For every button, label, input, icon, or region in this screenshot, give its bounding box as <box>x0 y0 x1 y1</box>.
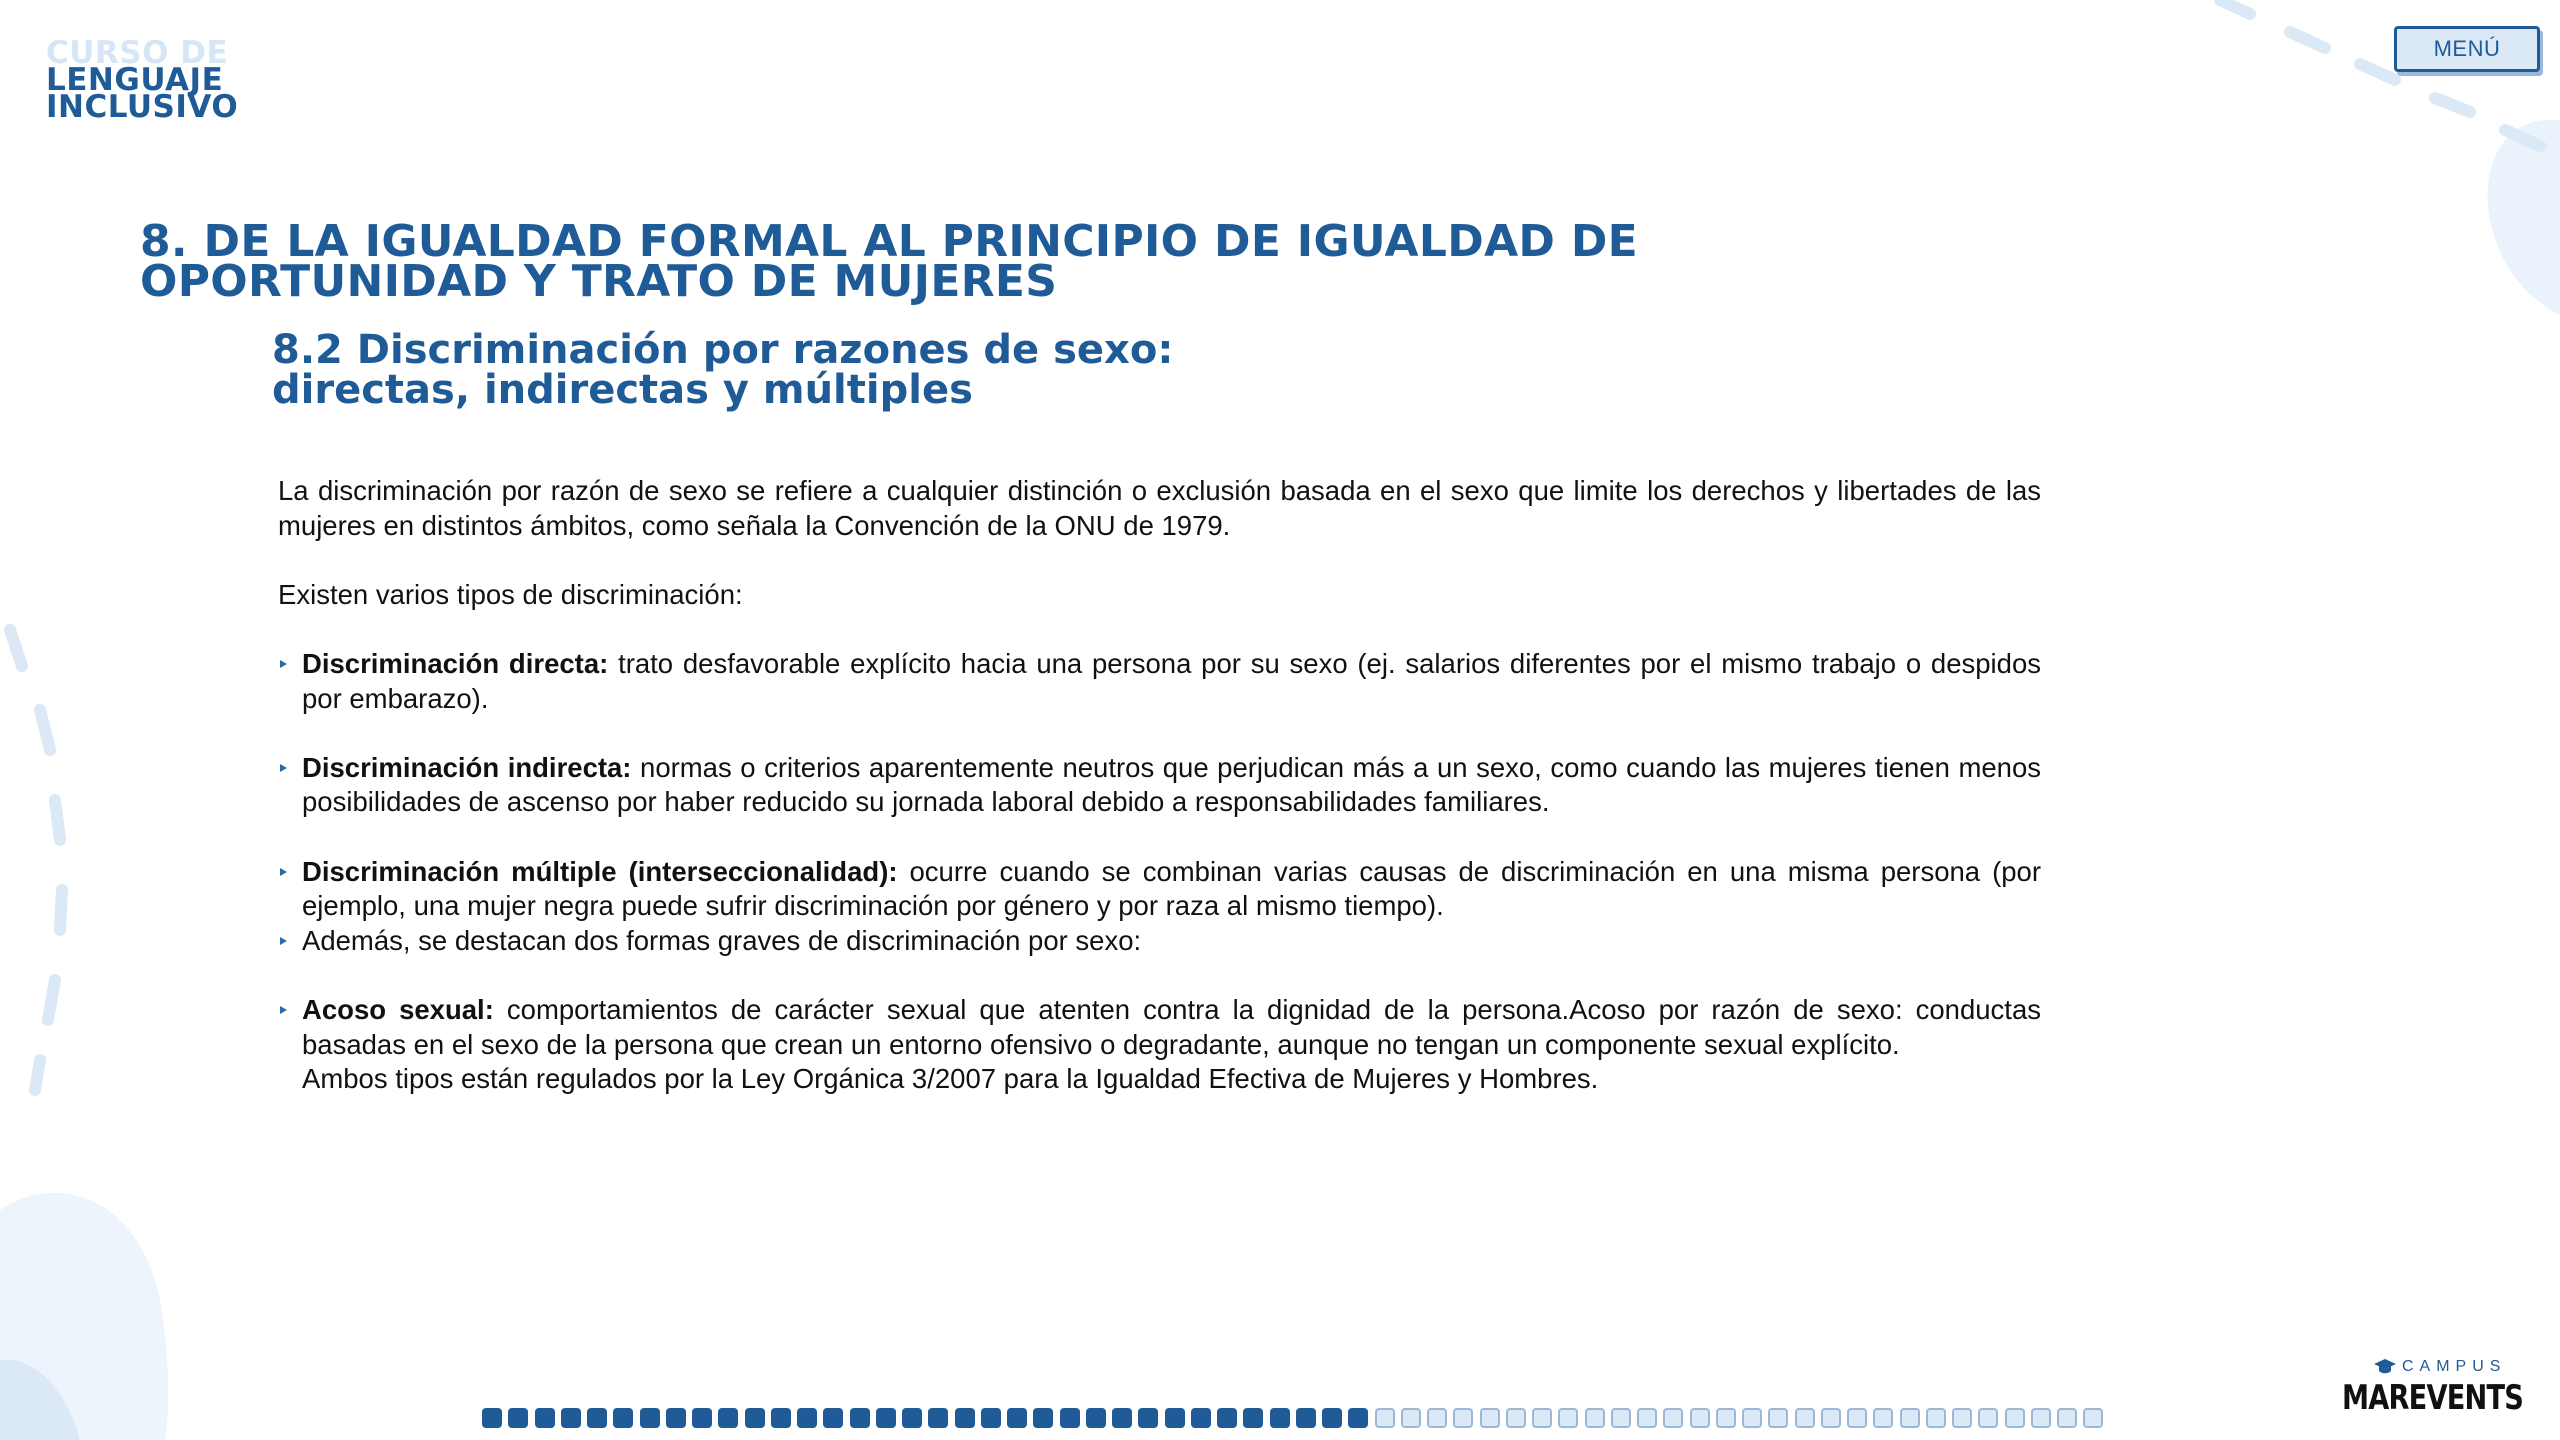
title-line-1: 8. DE LA IGUALDAD FORMAL AL PRINCIPIO DE IGUALDAD DE <box>140 216 1639 267</box>
progress-segment-complete[interactable] <box>1060 1408 1080 1428</box>
progress-segment-pending[interactable] <box>1585 1408 1605 1428</box>
progress-segment-pending[interactable] <box>1453 1408 1473 1428</box>
progress-segment-complete[interactable] <box>535 1408 555 1428</box>
progress-segment-complete[interactable] <box>850 1408 870 1428</box>
progress-segment-complete[interactable] <box>1033 1408 1053 1428</box>
brand-line-3: INCLUSIVO <box>46 89 239 125</box>
bullet-text: trato desfavorable explícito hacia una persona por su sexo (ej. salarios diferentes por el mismo trabajo o despidos por embarazo). <box>302 647 2041 714</box>
progress-segment-pending[interactable] <box>1532 1408 1552 1428</box>
progress-segment-pending[interactable] <box>1611 1408 1631 1428</box>
progress-segment-complete[interactable] <box>1138 1408 1158 1428</box>
section-subtitle <box>272 327 1672 413</box>
closing-paragraph: Ambos tipos están regulados por la Ley Orgánica 3/2007 para la Igualdad Efectiva de Mujeres y Hombres. <box>302 1063 1599 1095</box>
progress-segment-complete[interactable] <box>692 1408 712 1428</box>
progress-segment-complete[interactable] <box>1007 1408 1027 1428</box>
progress-segment-complete[interactable] <box>797 1408 817 1428</box>
progress-segment-pending[interactable] <box>1926 1408 1946 1428</box>
types-intro: Existen varios tipos de discriminación: <box>278 578 743 610</box>
progress-segment-pending[interactable] <box>2057 1408 2077 1428</box>
bullet-text: Además, se destacan dos formas graves de discriminación por sexo: <box>302 924 1142 956</box>
progress-segment-complete[interactable] <box>508 1408 528 1428</box>
progress-segment-complete[interactable] <box>666 1408 686 1428</box>
progress-segment-complete[interactable] <box>1112 1408 1132 1428</box>
content-body <box>278 474 2041 1097</box>
progress-segment-complete[interactable] <box>955 1408 975 1428</box>
progress-segment-pending[interactable] <box>1742 1408 1762 1428</box>
progress-segment-pending[interactable] <box>1847 1408 1867 1428</box>
progress-segment-complete[interactable] <box>1165 1408 1185 1428</box>
progress-segment-pending[interactable] <box>1663 1408 1683 1428</box>
progress-segment-complete[interactable] <box>1322 1408 1342 1428</box>
bullet-text: normas o criterios aparentemente neutros que perjudican más a un sexo, como cuando las mujeres tienen menos posibilidades de ascenso por haber reducido su jornada laboral debido a responsabilidades familiares. <box>302 751 2041 818</box>
progress-segment-complete[interactable] <box>771 1408 791 1428</box>
progress-segment-complete[interactable] <box>981 1408 1001 1428</box>
progress-segment-pending[interactable] <box>1427 1408 1447 1428</box>
progress-segment-complete[interactable] <box>823 1408 843 1428</box>
progress-segment-complete[interactable] <box>1270 1408 1290 1428</box>
logo-name-text: MAREVENTS <box>2342 1378 2523 1418</box>
decor-bottom-left <box>0 1180 180 1440</box>
progress-segment-pending[interactable] <box>1480 1408 1500 1428</box>
progress-segment-complete[interactable] <box>1296 1408 1316 1428</box>
progress-segment-complete[interactable] <box>718 1408 738 1428</box>
progress-segment-pending[interactable] <box>2031 1408 2051 1428</box>
progress-segment-complete[interactable] <box>1191 1408 1211 1428</box>
progress-segment-pending[interactable] <box>1952 1408 1972 1428</box>
progress-segment-complete[interactable] <box>902 1408 922 1428</box>
progress-segment-pending[interactable] <box>1506 1408 1526 1428</box>
bullet-text: comportamientos de carácter sexual que atenten contra la dignidad de la persona.Acoso por razón de sexo: conductas basadas en el sexo de la persona que crean un entorno ofensivo o degradante, aunque no tengan un componente sexual explícito. <box>302 993 2041 1060</box>
decor-left <box>0 600 120 1200</box>
subtitle-line-1: 8.2 Discriminación por razones de sexo: <box>272 327 1174 373</box>
page-title <box>140 216 1940 307</box>
brand-line-2: LENGUAJE <box>46 62 224 98</box>
bullet-term: Discriminación indirecta: <box>302 751 632 783</box>
progress-segment-pending[interactable] <box>1690 1408 1710 1428</box>
progress-segment-complete[interactable] <box>1243 1408 1263 1428</box>
progress-segment-complete[interactable] <box>587 1408 607 1428</box>
progress-segment-pending[interactable] <box>1768 1408 1788 1428</box>
campus-logo <box>2342 1358 2522 1418</box>
subtitle-line-2: directas, indirectas y múltiples <box>272 367 973 413</box>
progress-segment-complete[interactable] <box>482 1408 502 1428</box>
brand-line-1: CURSO DE <box>46 35 229 71</box>
bullet-indirect <box>278 751 2041 820</box>
progress-segment-complete[interactable] <box>1348 1408 1368 1428</box>
progress-segment-complete[interactable] <box>745 1408 765 1428</box>
progress-segment-complete[interactable] <box>640 1408 660 1428</box>
progress-segment-pending[interactable] <box>1637 1408 1657 1428</box>
progress-segment-pending[interactable] <box>1821 1408 1841 1428</box>
progress-segment-pending[interactable] <box>1558 1408 1578 1428</box>
bullet-term: Discriminación múltiple (interseccionalidad): <box>302 855 898 887</box>
bullet-multiple <box>278 855 2041 924</box>
progress-segment-pending[interactable] <box>1716 1408 1736 1428</box>
bullet-text: ocurre cuando se combinan varias causas de discriminación en una misma persona (por ejemplo, una mujer negra puede sufrir discriminación por género y por raza al mismo tiempo). <box>302 855 2041 922</box>
progress-segment-pending[interactable] <box>2083 1408 2103 1428</box>
bullet-direct <box>278 647 2041 716</box>
bullet-term: Acoso sexual: <box>302 993 494 1025</box>
progress-segment-complete[interactable] <box>1086 1408 1106 1428</box>
bullet-term: Discriminación directa: <box>302 647 609 679</box>
title-line-2: OPORTUNIDAD Y TRATO DE MUJERES <box>140 256 1058 307</box>
intro-paragraph: La discriminación por razón de sexo se refiere a cualquier distinción o exclusión basada en el sexo que limite los derechos y libertades de las mujeres en distintos ámbitos, como señala la Convención de la ONU de 1979. <box>278 475 2041 541</box>
progress-segment-complete[interactable] <box>876 1408 896 1428</box>
progress-segment-complete[interactable] <box>1217 1408 1237 1428</box>
progress-segment-pending[interactable] <box>1900 1408 1920 1428</box>
bullet-harassment <box>278 993 2041 1062</box>
progress-segment-pending[interactable] <box>1375 1408 1395 1428</box>
progress-segment-complete[interactable] <box>928 1408 948 1428</box>
progress-segment-complete[interactable] <box>561 1408 581 1428</box>
progress-segment-pending[interactable] <box>1873 1408 1893 1428</box>
course-brand <box>46 35 239 125</box>
progress-segment-pending[interactable] <box>1401 1408 1421 1428</box>
logo-campus-text: CAMPUS <box>2402 1358 2507 1375</box>
progress-bar <box>482 1408 2103 1428</box>
graduation-cap-icon <box>2374 1359 2396 1375</box>
progress-segment-pending[interactable] <box>1978 1408 1998 1428</box>
progress-segment-pending[interactable] <box>2005 1408 2025 1428</box>
progress-segment-complete[interactable] <box>613 1408 633 1428</box>
menu-button[interactable]: MENÚ <box>2394 26 2540 72</box>
progress-segment-pending[interactable] <box>1795 1408 1815 1428</box>
bullet-additional <box>278 924 2041 959</box>
